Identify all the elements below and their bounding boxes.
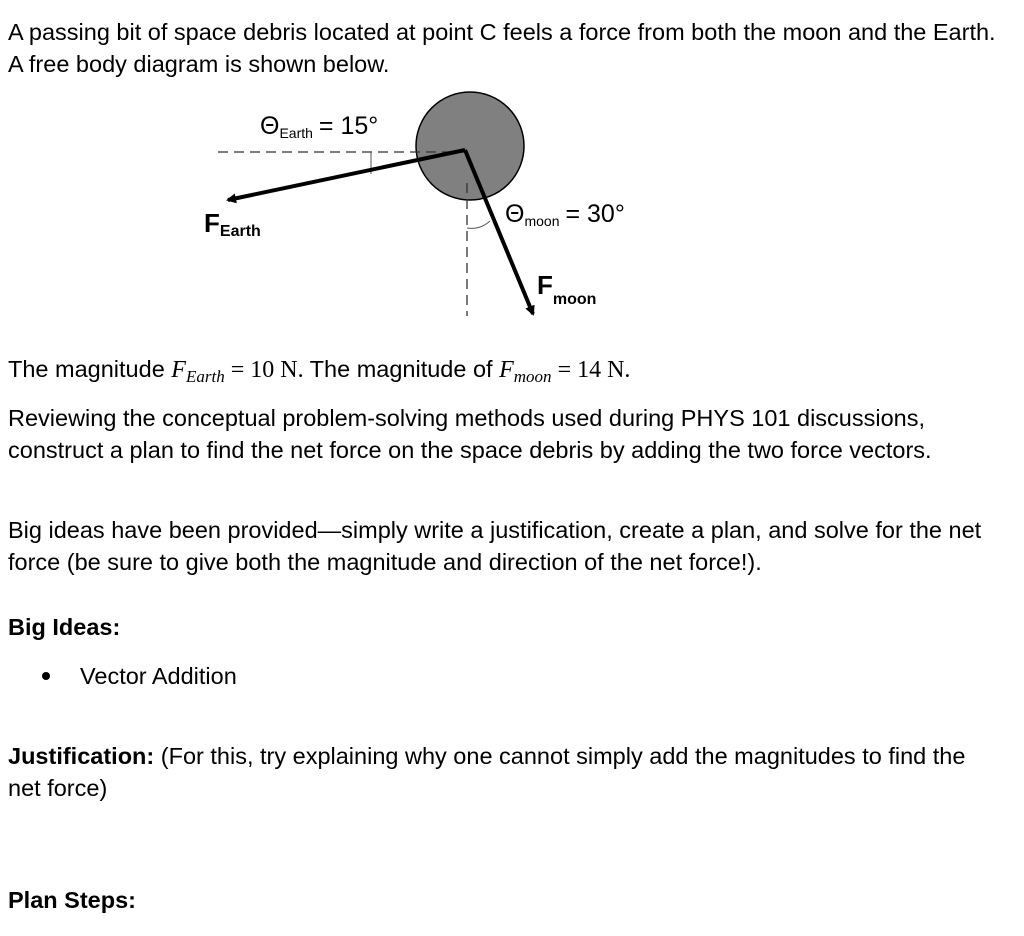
free-body-diagram: [190, 88, 650, 328]
moon-circle: [416, 92, 524, 200]
moon-angle-marker: [467, 221, 490, 228]
big-ideas-heading: Big Ideas:: [8, 614, 121, 640]
justification-label: Justification:: [8, 743, 155, 769]
magnitude-middle: The magnitude of: [303, 356, 500, 382]
bullet-icon: [42, 672, 50, 680]
plan-steps-heading: Plan Steps:: [8, 887, 136, 913]
theta-earth-label: ΘEarth = 15°: [260, 112, 379, 141]
f-moon-math: $F_{moon} = 14$ N.: [499, 357, 631, 386]
bullet-text: Vector Addition: [80, 663, 237, 689]
justification-paragraph: [8, 740, 1002, 804]
big-ideas-paragraph: Big ideas have been provided—simply write a justification, create a plan, and solve for the net force (be sure to give both the magnitude and direction of the net force!).: [8, 517, 982, 575]
f-earth-math: $F_{Earth} = 10$ N.: [171, 357, 304, 386]
intro-paragraph: A passing bit of space debris located at point C feels a force from both the moon and the Earth. A free body diagram is shown below.: [8, 19, 996, 77]
theta-moon-label: Θmoon = 30°: [505, 200, 625, 229]
f-moon-label: $F_{moon}$: [537, 270, 597, 308]
magnitude-prefix: The magnitude: [8, 356, 172, 382]
reviewing-paragraph: Reviewing the conceptual problem-solving methods used during PHYS 101 discussions, construct a plan to find the net force on the space debris by adding the two force vectors.: [8, 405, 932, 463]
justification-text: (For this, try explaining why one cannot simply add the magnitudes to find the net force): [8, 743, 966, 801]
magnitudes-line: [8, 353, 1002, 393]
f-earth-label: FEarth: [204, 208, 261, 240]
bullet-list-item: [42, 660, 237, 692]
